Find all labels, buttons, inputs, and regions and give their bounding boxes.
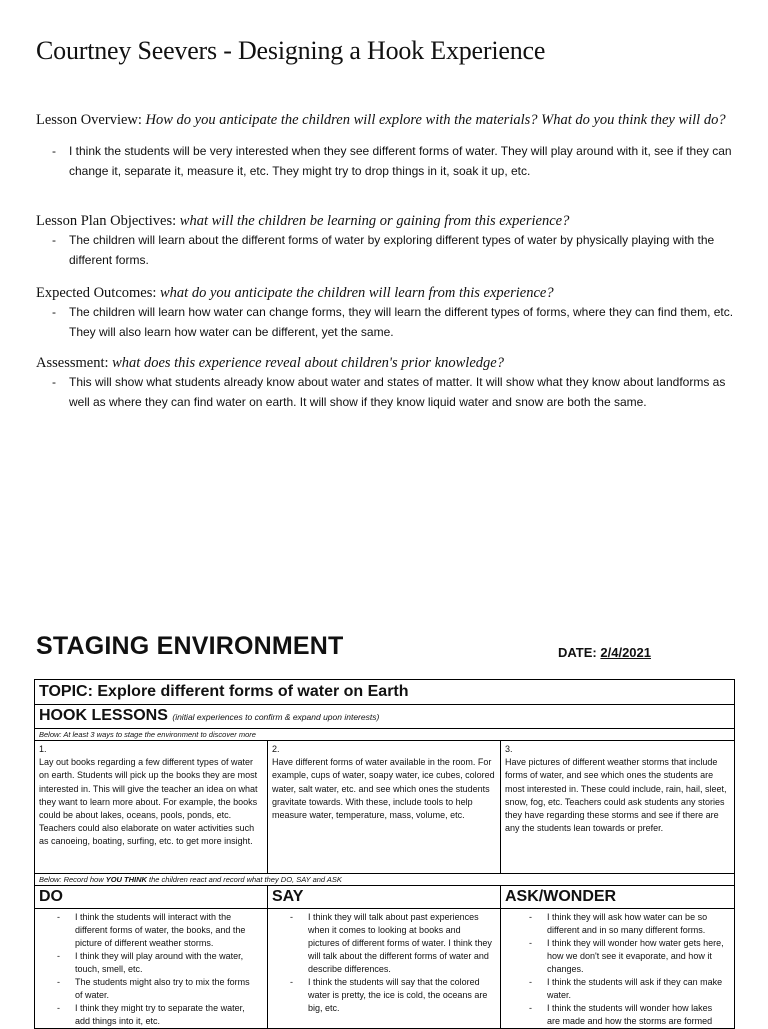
list-item: - I think the students will say that the colored water is pretty, the ice is cold, the oceans are big, etc. bbox=[290, 977, 488, 1013]
item-text: I think they will wonder how water gets here, how we don't see it evaporate, and how it changes. bbox=[547, 938, 724, 974]
section-expected-outcomes bbox=[36, 283, 736, 342]
staging-title: STAGING ENVIRONMENT bbox=[36, 632, 344, 660]
list-item: - I think the students will interact with the different forms of water, the books, and the picture of different weather storms. bbox=[57, 912, 246, 948]
note-text: the children react and record what they DO, SAY and ASK bbox=[146, 875, 342, 884]
item-text: I think the students will ask if they can make water. bbox=[547, 977, 723, 1000]
section-lesson-overview bbox=[36, 110, 736, 181]
section-question: what do you anticipate the children will learn from this experience? bbox=[160, 285, 554, 301]
item-text: I think they will ask how water can be so different and in so many different forms. bbox=[547, 912, 708, 935]
section-heading bbox=[36, 110, 736, 130]
hook-cell-3 bbox=[501, 741, 735, 874]
note-emphasis: YOU THINK bbox=[105, 875, 147, 884]
item-text: I think they will talk about past experiences when it comes to looking at books and pictures of different forms of water. I think they will talk about the different forms of water and describe differences. bbox=[308, 912, 492, 974]
section-label: Expected Outcomes: bbox=[36, 285, 157, 301]
column-header-ask: ASK/WONDER bbox=[501, 886, 735, 909]
bullet-list bbox=[36, 231, 736, 270]
item-text: I think they might try to separate the water, add things into it, etc. bbox=[75, 1003, 245, 1026]
list-item: - The students might also try to mix the forms of water. bbox=[57, 977, 250, 1000]
section-heading bbox=[36, 283, 736, 303]
list-item: - I think they will talk about past experiences when it comes to looking at books and pictures of different forms of water. I think they will talk about the different forms of water and describe differences. bbox=[290, 912, 492, 974]
column-header-do: DO bbox=[35, 886, 268, 909]
item-text: I think the students will say that the colored water is pretty, the ice is cold, the oceans are big, etc. bbox=[308, 977, 488, 1013]
section-question: what will the children be learning or gaining from this experience? bbox=[179, 213, 570, 229]
date-value: 2/4/2021 bbox=[600, 645, 651, 660]
do-cell bbox=[35, 909, 268, 1029]
hook-cell-2 bbox=[268, 741, 501, 874]
list-item: - The children will learn about the different forms of water by exploring different types of water by physically playing with the different forms. bbox=[52, 233, 715, 267]
item-text: I think the students will wonder how lakes are made and how the storms are formed bbox=[547, 1003, 713, 1026]
item-text: I think the students will interact with the different forms of water, the books, and the picture of different weather storms. bbox=[75, 912, 246, 948]
list-item: - I think the students will ask if they can make water. bbox=[529, 977, 723, 1000]
list-item: - I think they will play around with the water, touch, smell, etc. bbox=[57, 951, 244, 974]
hook-text: 1. Lay out books regarding a few different types of water on earth. Students will pick up the books they are most interested in. This will give the teacher an idea on what they want to learn more about. For example, the books could be about lakes, oceans, pools, ponds, etc. Teachers could also elaborate on water activities such as canoeing, boating, surfing, etc. to get more insight. bbox=[39, 744, 258, 847]
date-label: DATE: bbox=[558, 645, 597, 660]
topic-row: TOPIC: Explore different forms of water on Earth bbox=[35, 680, 735, 705]
section-question: How do you anticipate the children will explore with the materials? What do you think they will do? bbox=[145, 112, 726, 128]
list-item: - I think the students will be very interested when they see different forms of water. They will play around with it, see if they can change it, separate it, measure it, etc. They might try to drop things in it, soak it up, etc. bbox=[52, 144, 732, 178]
bullet-text: The children will learn about the different forms of water by exploring different types of water by physically playing with the different forms. bbox=[69, 233, 715, 267]
ask-wonder-cell bbox=[501, 909, 735, 1029]
record-note bbox=[35, 874, 735, 886]
section-label: Assessment: bbox=[36, 355, 109, 371]
section-label: Lesson Overview: bbox=[36, 112, 142, 128]
hook-text: 3. Have pictures of different weather storms that include forms of water, and see which ones the students are most interested in. These could include, rain, hail, sleet, snow, fog, etc. Teachers could ask students any stories they have regarding these storms and see if there are any the students lean towards or prefer. bbox=[505, 744, 727, 834]
bullet-text: This will show what students already know about water and states of matter. It will show what they know about landforms as well as where they can find water on earth. It will show if they know liquid water and snow are both the same. bbox=[69, 375, 726, 409]
item-text: I think they will play around with the water, touch, smell, etc. bbox=[75, 951, 244, 974]
note-text: Below: Record how bbox=[39, 875, 106, 884]
page-title: Courtney Seevers - Designing a Hook Experience bbox=[36, 36, 546, 65]
section-heading bbox=[36, 353, 736, 373]
bullet-list bbox=[36, 373, 736, 412]
section-lesson-plan-objectives bbox=[36, 211, 736, 270]
section-assessment bbox=[36, 353, 736, 412]
hook-cell-1 bbox=[35, 741, 268, 874]
list-item: - I think they will wonder how water gets here, how we don't see it evaporate, and how it changes. bbox=[529, 938, 724, 974]
bullet-list bbox=[36, 142, 736, 181]
bullet-text: The children will learn how water can change forms, they will learn the different types of forms, where they can find them, etc. They will also learn how water can be different, yet the same. bbox=[69, 305, 734, 339]
list-item: - I think they might try to separate the water, add things into it, etc. bbox=[57, 1003, 245, 1026]
item-text: The students might also try to mix the forms of water. bbox=[75, 977, 250, 1000]
instruction-note: Below: At least 3 ways to stage the environment to discover more bbox=[35, 729, 735, 741]
list-item: - The children will learn how water can change forms, they will learn the different types of forms, where they can find them, etc. They will also learn how water can be different, yet the same. bbox=[52, 305, 734, 339]
list-item: - I think they will ask how water can be so different and in so many different forms. bbox=[529, 912, 708, 935]
hook-lessons-note: (initial experiences to confirm & expand upon interests) bbox=[172, 712, 380, 722]
say-list bbox=[272, 911, 496, 1015]
bullet-list bbox=[36, 303, 736, 342]
bullet-text: I think the students will be very interested when they see different forms of water. They will play around with it, see if they can change it, separate it, measure it, etc. They might try to drop things in it, soak it up, etc. bbox=[69, 144, 732, 178]
date bbox=[558, 645, 651, 660]
column-header-say: SAY bbox=[268, 886, 501, 909]
hook-lessons-label: HOOK LESSONS bbox=[39, 707, 168, 724]
say-cell bbox=[268, 909, 501, 1029]
hook-lessons-row bbox=[35, 705, 735, 729]
section-heading bbox=[36, 211, 736, 231]
list-item: - I think the students will wonder how lakes are made and how the storms are formed bbox=[529, 1003, 713, 1026]
ask-list bbox=[505, 911, 730, 1028]
hook-text: 2. Have different forms of water available in the room. For example, cups of water, soapy water, ice cubes, colored water, salt water, etc. and see which ones the students gravitate towards. With these, include tools to help measure water, temperature, mass, volume, etc. bbox=[272, 744, 495, 821]
do-list bbox=[39, 911, 263, 1028]
list-item: - This will show what students already know about water and states of matter. It will show what they know about landforms as well as where they can find water on earth. It will show if they know liquid water and snow are both the same. bbox=[52, 375, 726, 409]
section-question: what does this experience reveal about children's prior knowledge? bbox=[112, 355, 504, 371]
staging-table bbox=[34, 679, 735, 1029]
section-label: Lesson Plan Objectives: bbox=[36, 213, 177, 229]
